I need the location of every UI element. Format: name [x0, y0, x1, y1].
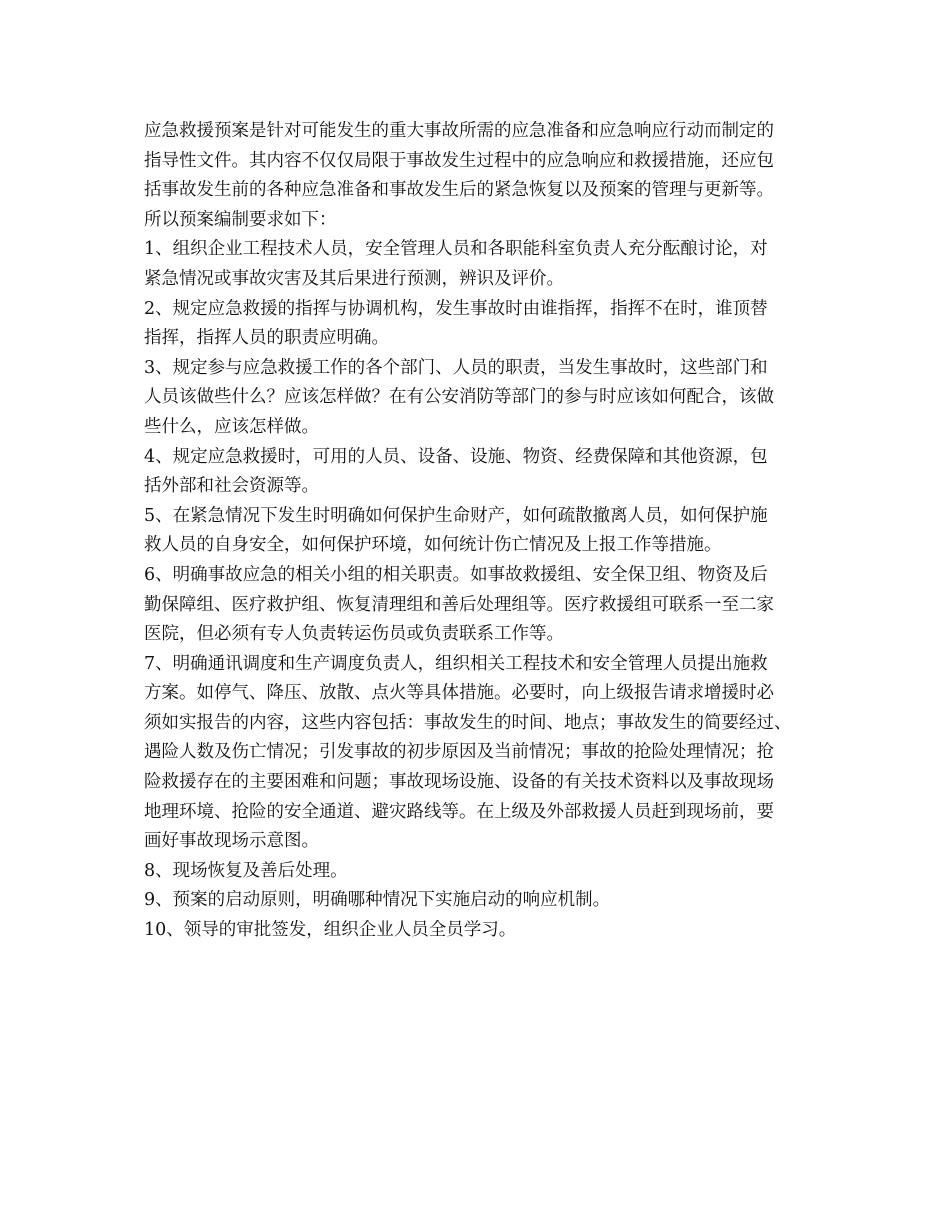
text-line: 5、在紧急情况下发生时明确如何保护生命财产，如何疏散撤离人员，如何保护施 [144, 505, 768, 526]
text-line: 须如实报告的内容，这些内容包括：事故发生的时间、地点；事故发生的简要经过、 [144, 712, 792, 733]
text-line: 人员该做些什么？应该怎样做？在有公安消防等部门的参与时应该如何配合，该做 [144, 387, 774, 408]
text-line: 9、预案的启动原则，明确哪种情况下实施启动的响应机制。 [144, 890, 611, 911]
text-line: 方案。如停气、降压、放散、点火等具体措施。必要时，向上级报告请求增援时必 [144, 683, 774, 704]
text-line: 4、规定应急救援时，可用的人员、设备、设施、物资、经费保障和其他资源，包 [144, 446, 768, 467]
text-line: 括事故发生前的各种应急准备和事故发生后的紧急恢复以及预案的管理与更新等。 [144, 180, 774, 201]
text-line: 医院，但必须有专人负责转运伤员或负责联系工作等。 [144, 624, 564, 645]
text-line: 8、现场恢复及善后处理。 [144, 860, 348, 881]
text-line: 画好事故现场示意图。 [144, 831, 319, 852]
text-line: 勤保障组、医疗救护组、恢复清理组和善后处理组等。医疗救援组可联系一至二家 [144, 594, 774, 615]
text-line: 2、规定应急救援的指挥与协调机构，发生事故时由谁指挥，指挥不在时，谁顶替 [144, 298, 768, 319]
text-line: 3、规定参与应急救援工作的各个部门、人员的职责，当发生事故时，这些部门和 [144, 357, 768, 378]
text-line: 遇险人数及伤亡情况；引发事故的初步原因及当前情况；事故的抢险处理情况；抢 [144, 742, 774, 763]
text-line: 指导性文件。其内容不仅仅局限于事故发生过程中的应急响应和救援措施，还应包 [144, 150, 774, 171]
text-line: 7、明确通讯调度和生产调度负责人，组织相关工程技术和安全管理人员提出施救 [144, 653, 768, 674]
document-page [144, 117, 816, 946]
text-line: 救人员的自身安全，如何保护环境，如何统计伤亡情况及上报工作等措施。 [144, 535, 722, 556]
text-line: 些什么，应该怎样做。 [144, 416, 319, 437]
text-line: 指挥，指挥人员的职责应明确。 [144, 328, 389, 349]
text-line: 6、明确事故应急的相关小组的相关职责。如事故救援组、安全保卫组、物资及后 [144, 564, 768, 585]
text-line: 所以预案编制要求如下： [144, 209, 337, 230]
text-line: 括外部和社会资源等。 [144, 476, 319, 497]
text-line: 1、组织企业工程技术人员，安全管理人员和各职能科室负责人充分酝酿讨论，对 [144, 239, 768, 260]
text-line: 险救援存在的主要困难和问题；事故现场设施、设备的有关技术资料以及事故现场 [144, 772, 774, 793]
text-line: 地理环境、抢险的安全通道、避灾路线等。在上级及外部救援人员赶到现场前，要 [144, 801, 774, 822]
text-line: 紧急情况或事故灾害及其后果进行预测，辨识及评价。 [144, 268, 564, 289]
text-line: 应急救援预案是针对可能发生的重大事故所需的应急准备和应急响应行动而制定的 [144, 121, 774, 141]
text-line: 10、领导的审批签发，组织企业人员全员学习。 [144, 920, 517, 941]
